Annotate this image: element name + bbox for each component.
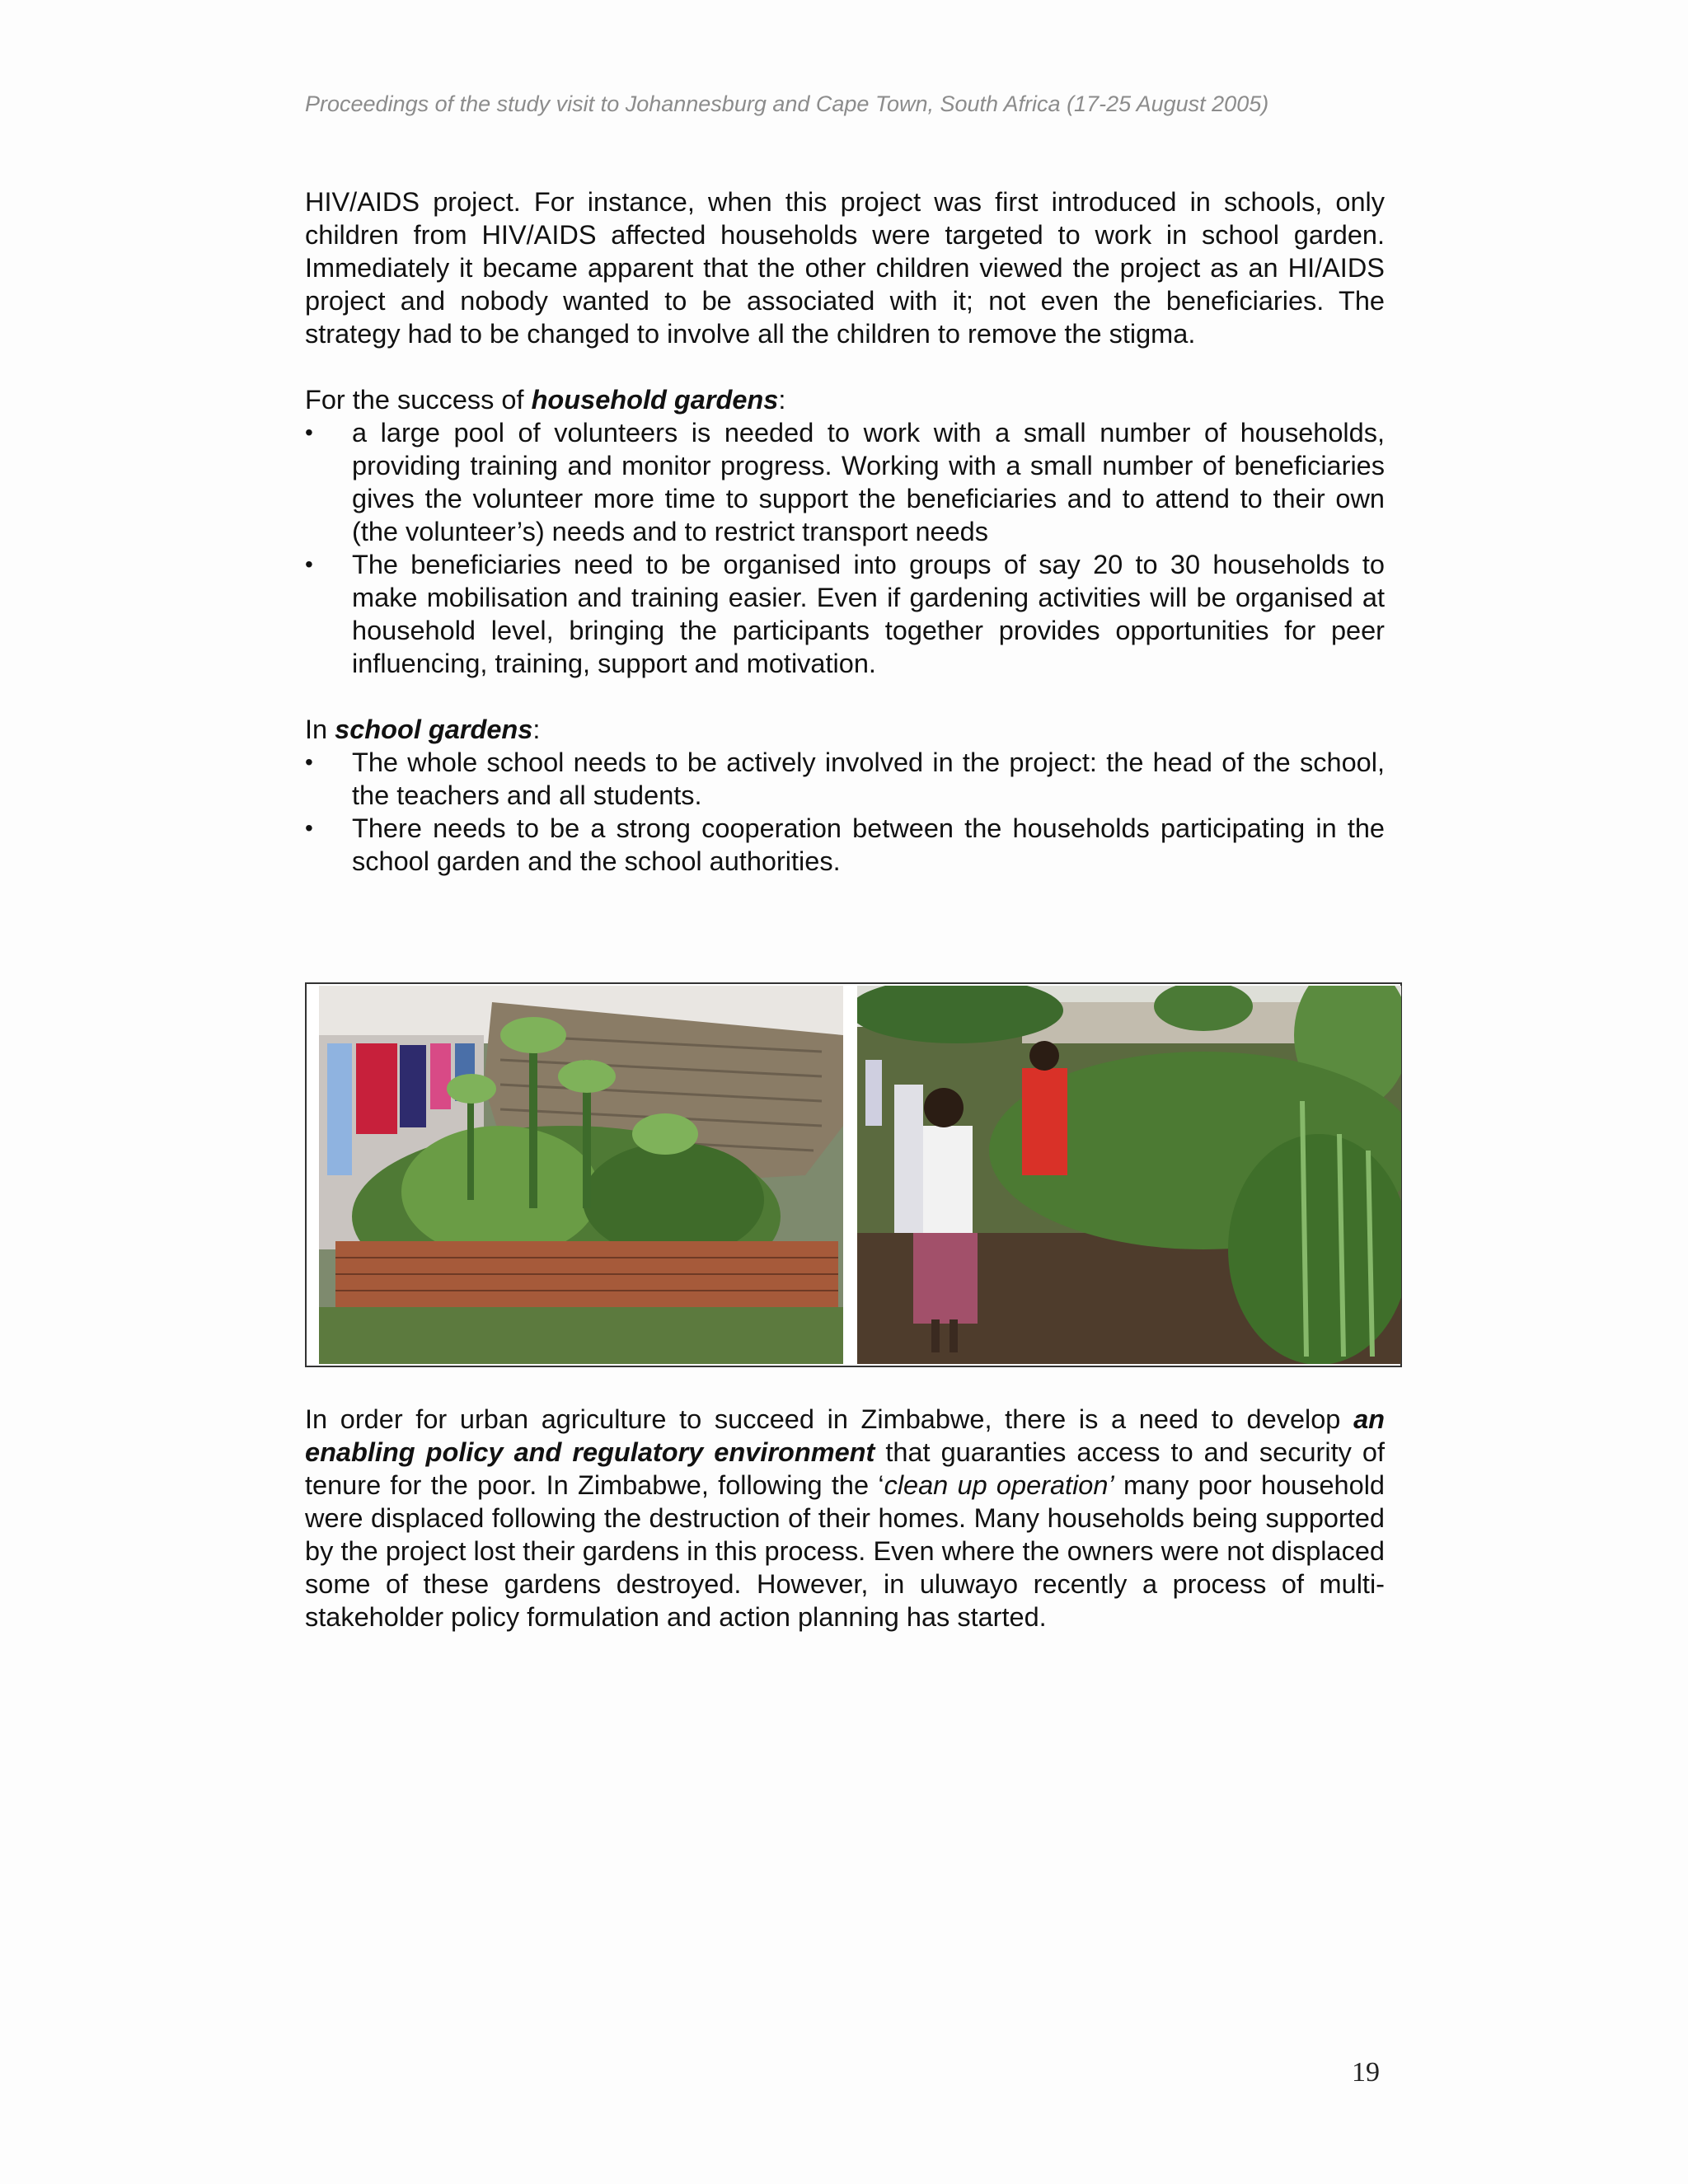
household-gardens-term: household gardens bbox=[531, 385, 779, 415]
intro-paragraph: HIV/AIDS project. For instance, when this project was first introduced in schools, only children from HIV/AIDS affected households were targeted to work in school garden. Immediately it became apparent that the other children viewed the project as an HI/AIDS project and nobody wanted to be associated with it; not even the beneficiaries. The strategy had to be changed to involve all the children to remove the stigma. bbox=[305, 187, 1385, 349]
page-number: 19 bbox=[1352, 2057, 1380, 2088]
bullet-icon: • bbox=[305, 419, 313, 445]
garden-photos-figure bbox=[305, 982, 1402, 1367]
bullet-icon: • bbox=[305, 815, 313, 841]
final-section bbox=[305, 1403, 1385, 1633]
household-gardens-list bbox=[305, 416, 1385, 680]
policy-paragraph: In order for urban agriculture to succeed in Zimbabwe, there is a need to develop an enabling policy and regulatory environment that guaranties access to and security of tenure for the poor. In Zimbabwe, following the ‘clean up operation’ many poor household were displaced following the destruction of their homes. Many households being supported by the project lost their gardens in this process. Even where the owners were not displaced some of these gardens destroyed. However, in uluwayo recently a process of multi-stakeholder policy formulation and action planning has started. bbox=[305, 1404, 1385, 1632]
household-garden-photo bbox=[319, 986, 843, 1364]
school-gardens-intro: In school gardens: bbox=[305, 715, 541, 744]
list-item: • There needs to be a strong cooperation between the households participating in the school garden and the school authorities. bbox=[305, 813, 1385, 876]
list-item: • a large pool of volunteers is needed to work with a small number of households, providing training and monitor progress. Working with a small number of beneficiaries gives the volunteer more time to support the beneficiaries and to attend to their own (the volunteer’s) needs and to restrict transport needs bbox=[305, 418, 1385, 546]
list-item: • The whole school needs to be actively involved in the project: the head of the school, the teachers and all students. bbox=[305, 748, 1385, 810]
bullet-icon: • bbox=[305, 749, 313, 775]
school-gardens-term: school gardens bbox=[335, 715, 533, 744]
running-header: Proceedings of the study visit to Johannesburg and Cape Town, South Africa (17-25 August 2005) bbox=[305, 91, 1269, 116]
school-gardens-list bbox=[305, 746, 1385, 878]
page-body bbox=[305, 185, 1385, 878]
community-garden-photo bbox=[857, 986, 1401, 1364]
policy-term: an enabling policy and regulatory environment bbox=[305, 1404, 1385, 1467]
clean-up-operation-term: clean up operation’ bbox=[884, 1470, 1114, 1500]
list-item: • The beneficiaries need to be organised into groups of say 20 to 30 households to make mobilisation and training easier. Even if gardening activities will be organised at household level, bringing the participants together provides opportunities for peer influencing, training, support and motivation. bbox=[305, 550, 1385, 678]
household-gardens-intro: For the success of household gardens: bbox=[305, 385, 786, 415]
bullet-icon: • bbox=[305, 551, 313, 577]
